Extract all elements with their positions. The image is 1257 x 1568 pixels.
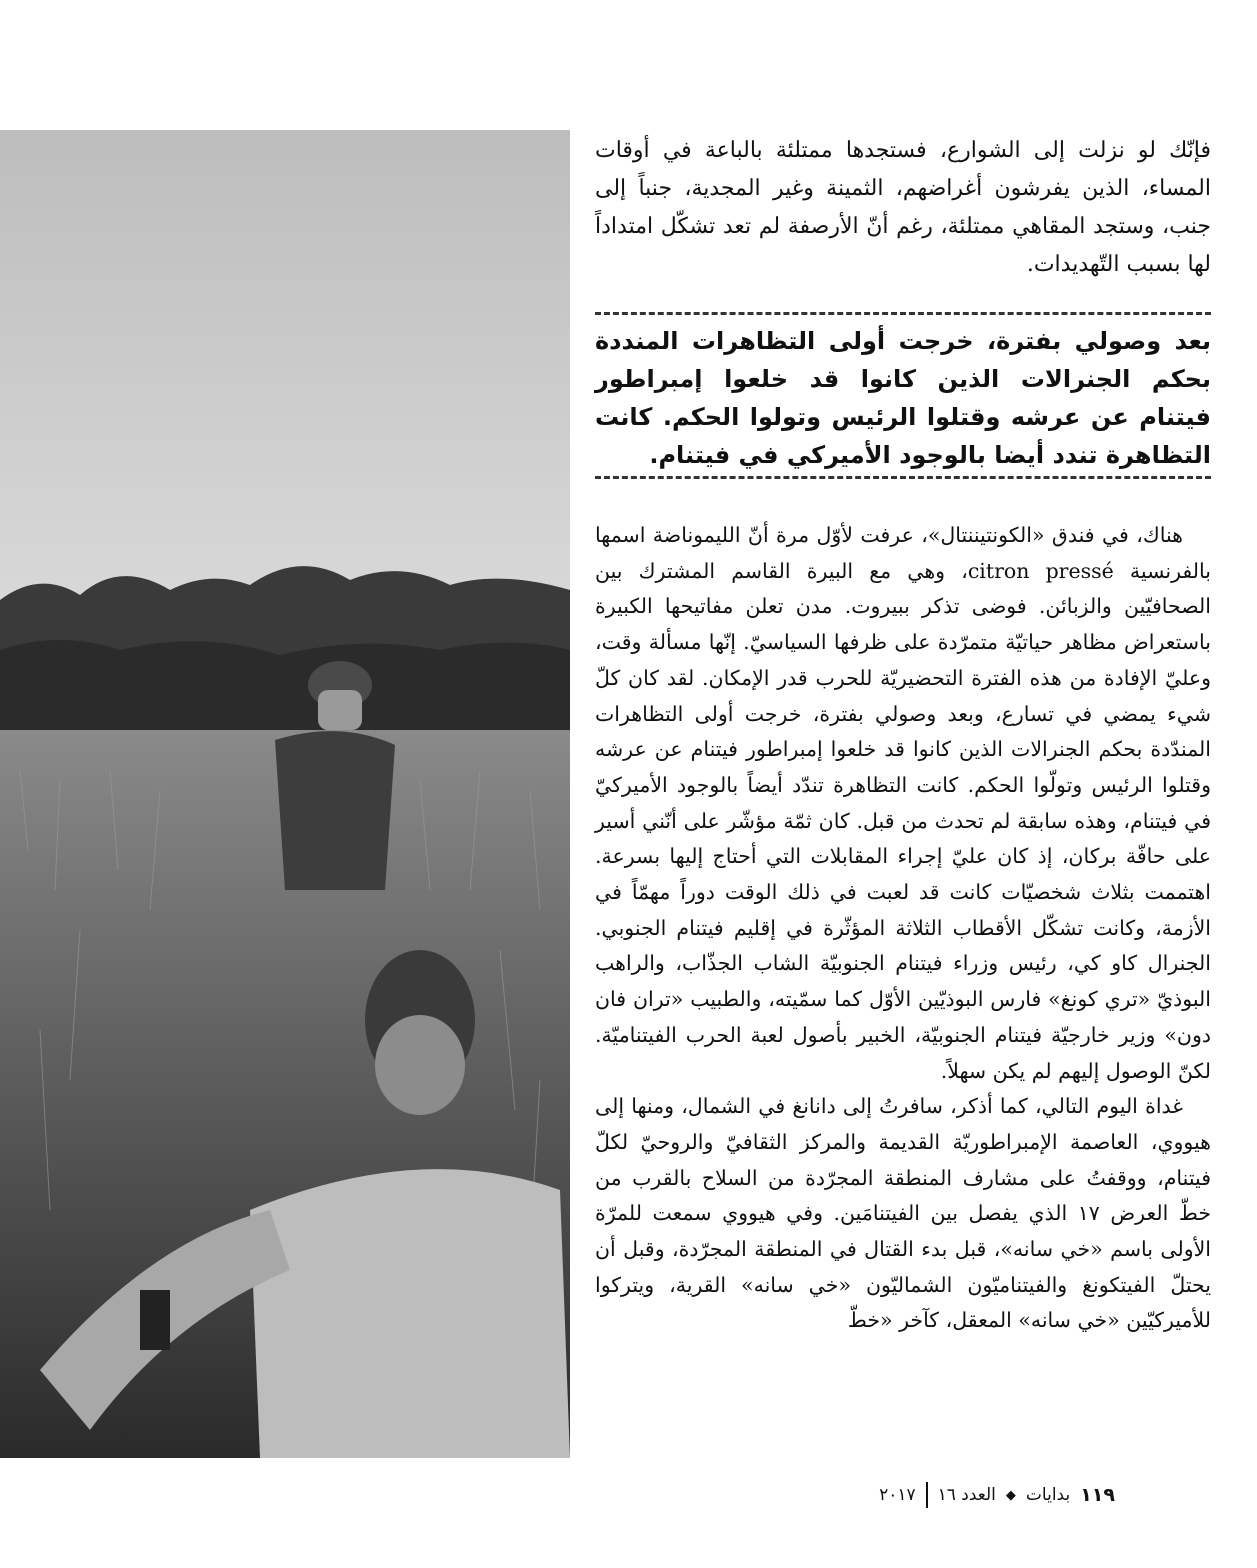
issue-number: العدد ١٦ xyxy=(937,1485,996,1505)
diamond-icon: ◆ xyxy=(1005,1487,1016,1503)
pull-quote-top-rule xyxy=(595,312,1211,315)
footer-divider xyxy=(926,1482,928,1508)
magazine-name: بدايات xyxy=(1025,1485,1071,1505)
pull-quote-bottom-rule xyxy=(595,476,1211,479)
lead-paragraph: فإنّك لو نزلت إلى الشوارع، فستجدها ممتلئة بالباعة في أوقات المساء، الذين يفرشون أغراضهم، الثمينة وغير المجدية، جنباً إلى جنب، وستجد المقاهي ممتلئة، رغم أنّ الأرصفة لم تعد تشكّل امتداداً لها بسبب التّهديدات. xyxy=(595,138,1211,277)
issue-year: ٢٠١٧ xyxy=(879,1485,916,1505)
war-photograph xyxy=(0,130,570,1458)
page-number: ١١٩ xyxy=(1080,1484,1115,1506)
page-footer xyxy=(860,1482,1115,1508)
body-paragraph: هناك، في فندق «الكونتيننتال»، عرفت لأوّل مرة أنّ الليموناضة اسمها بالفرنسية citron pressé، وهي مع البيرة القاسم المشترك بين الصحافيّين والزبائن. فوضى تذكر ببيروت. مدن تعلن مفاتيحها الكبيرة باستعراض مظاهر حياتيّة متمرّدة على ظرفها السياسيّ. إنّها مسألة وقت، وعليّ الإفادة من هذه الفترة التحضيريّة للحرب قدر الإمكان. لقد كان كلّ شيء يمضي في تسارع، وبعد وصولي بفترة، خرجت أولى التظاهرات المندّدة بحكم الجنرالات الذين كانوا قد خلعوا إمبراطور فيتنام عن عرشه وقتلوا الرئيس وتولّوا الحكم. كانت التظاهرة تندّد أيضاً بالوجود الأميركيّ في فيتنام، وهذه سابقة لم تحدث من قبل. كان ثمّة مؤشّر على أنّني أسير على حافّة بركان، إذ كان عليّ إجراء المقابلات التي أحتاج إليها بسرعة. اهتممت بثلاث شخصيّات كانت قد لعبت في ذلك الوقت دوراً مهمّاً في الأزمة، وكانت تشكّل الأقطاب الثلاثة المؤثّرة في إقليم فيتنام الجنوبي. الجنرال كاو كي، رئيس وزراء فيتنام الجنوبيّة الشاب الجذّاب، والراهب البوذيّ «تري كونغ» فارس البوذيّين الأوّل كما سمّيته، والطبيب «تران فان دون» وزير خارجيّة فيتنام الجنوبيّة، الخبير بأصول لعبة الحرب الفيتناميّة. لكنّ الوصول إليهم لم يكن سهلاً. xyxy=(595,523,1211,1083)
body-paragraph: غداة اليوم التالي، كما أذكر، سافرتُ إلى دانانغ في الشمال، ومنها إلى هيووي، العاصمة الإمبراطوريّة القديمة والمركز الثقافيّ والروحيّ لكلّ فيتنام، ووقفتُ على مشارف المنطقة المجرّدة من السلاح بالقرب من خطّ العرض ١٧ الذي يفصل بين الفيتنامَين. وفي هيووي سمعت للمرّة الأولى باسم «خي سانه»، قبل بدء القتال في المنطقة المجرّدة، وقبل أن يحتلّ الفيتكونغ والفيتناميّون الشماليّون «خي سانه» القرية، ويتركوا للأميركيّين «خي سانه» المعقل، كآخر «خطّ xyxy=(595,1094,1211,1333)
article-body xyxy=(595,518,1211,1339)
pull-quote: بعد وصولي بفترة، خرجت أولى التظاهرات المنددة بحكم الجنرالات الذين كانوا قد خلعوا إمبراطور فيتنام عن عرشه وقتلوا الرئيس وتولوا الحكم. كانت التظاهرة تندد أيضا بالوجود الأميركي في فيتنام. xyxy=(595,327,1211,469)
